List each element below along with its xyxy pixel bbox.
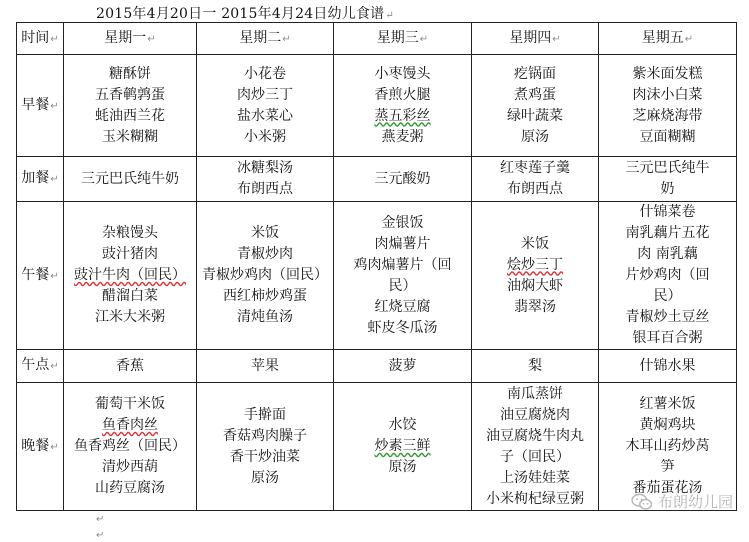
dish-item: 菠萝 bbox=[388, 357, 417, 374]
meal-label-cell bbox=[17, 202, 64, 350]
paragraph-mark-icon: ↵ bbox=[50, 33, 59, 45]
menu-cell-fri bbox=[599, 202, 737, 350]
dish-item: 青椒炒鸡肉（回民） bbox=[202, 267, 328, 283]
dish-item: 笋 bbox=[660, 459, 675, 475]
menu-cell-thu bbox=[472, 55, 599, 157]
dish-item: 金银饭 bbox=[381, 214, 424, 231]
dish-item: 上汤娃娃菜 bbox=[500, 469, 570, 486]
menu-title bbox=[96, 3, 394, 23]
day-label: 星期三 bbox=[376, 29, 419, 46]
dish-item: 油豆腐烧肉 bbox=[500, 406, 570, 423]
dish-item: 燕麦粥 bbox=[381, 128, 424, 145]
dish-item: 手擀面 bbox=[244, 406, 286, 423]
dish-item: 江米大米粥 bbox=[95, 309, 165, 325]
day-label: 星期二 bbox=[239, 29, 282, 46]
dish-item: 小花卷 bbox=[244, 65, 286, 82]
meal-row-snack bbox=[17, 157, 737, 202]
menu-cell-mon bbox=[64, 55, 197, 157]
paragraph-mark-icon: ↵ bbox=[96, 514, 105, 525]
dish-item: 紫米面发糕 bbox=[632, 65, 703, 82]
paragraph-mark-icon: ↵ bbox=[684, 33, 694, 45]
watermark bbox=[631, 491, 733, 512]
dish-item: 肉炒三丁 bbox=[237, 86, 293, 103]
dish-item: 清炒西葫 bbox=[102, 459, 158, 475]
meal-label-cell bbox=[17, 383, 64, 511]
meal-label-cell bbox=[17, 157, 64, 202]
menu-cell-wed bbox=[334, 157, 472, 202]
dish-item: 鱼香肉丝 bbox=[102, 417, 158, 433]
menu-cell-thu bbox=[472, 383, 599, 511]
dish-item: 煮鸡蛋 bbox=[514, 86, 556, 103]
wechat-icon bbox=[631, 493, 653, 511]
dish-item: 翡翠汤 bbox=[514, 298, 556, 315]
paragraph-mark-icon: ↵ bbox=[50, 174, 59, 185]
dish-item: 绿叶蔬菜 bbox=[507, 107, 563, 124]
menu-cell-mon bbox=[64, 157, 197, 202]
dish-item: 葡萄干米饭 bbox=[95, 396, 165, 412]
menu-cell-tue bbox=[197, 202, 334, 350]
dish-item: 蒸五彩丝 bbox=[374, 107, 431, 124]
menu-cell-mon bbox=[64, 350, 197, 383]
dish-item: 山药豆腐汤 bbox=[95, 480, 165, 496]
meal-label: 加餐 bbox=[21, 170, 50, 186]
dish-item: 小米粥 bbox=[244, 128, 286, 145]
meal-label: 早餐 bbox=[21, 96, 50, 113]
menu-cell-fri bbox=[599, 157, 737, 202]
paragraph-mark-icon: ↵ bbox=[419, 33, 429, 45]
menu-title-text: 2015年4月20日一 2015年4月24日幼儿食谱 bbox=[96, 6, 385, 22]
dish-item: 青椒炒肉 bbox=[237, 246, 293, 262]
dish-item: 什锦菜卷 bbox=[639, 204, 696, 220]
day-header-wed bbox=[334, 23, 472, 55]
menu-cell-wed bbox=[334, 55, 472, 157]
dish-item: 鱼香鸡丝（回民） bbox=[74, 438, 186, 454]
paragraph-mark-icon: ↵ bbox=[385, 10, 394, 21]
paragraph-mark-icon: ↵ bbox=[282, 33, 291, 45]
dish-item: 肉沫小白菜 bbox=[632, 86, 703, 103]
paragraph-mark-icon: ↵ bbox=[50, 441, 59, 453]
menu-cell-wed bbox=[334, 350, 472, 383]
dish-item: 木耳山药炒莴 bbox=[625, 438, 710, 454]
dish-item: 虾皮冬瓜汤 bbox=[367, 319, 438, 336]
dish-item: 三元巴氏纯牛奶 bbox=[81, 170, 179, 187]
dish-item: 糖酥饼 bbox=[109, 65, 151, 82]
dish-item: 油焖大虾 bbox=[507, 277, 563, 294]
dish-item: 三元酸奶 bbox=[374, 170, 431, 187]
dish-item: 苹果 bbox=[251, 357, 279, 374]
dish-item: 黄焖鸡块 bbox=[639, 417, 696, 433]
menu-cell-tue bbox=[197, 350, 334, 383]
menu-cell-fri bbox=[599, 350, 737, 383]
paragraph-mark-icon: ↵ bbox=[50, 100, 59, 112]
dish-item: 原汤 bbox=[388, 459, 417, 475]
meal-label: 午点 bbox=[21, 357, 50, 373]
watermark-text: 布朗幼儿园 bbox=[657, 493, 733, 511]
dish-item: 油豆腐烧牛肉丸 bbox=[486, 427, 584, 444]
meal-label: 午餐 bbox=[21, 266, 50, 283]
dish-item: 肉 南乳藕 bbox=[637, 246, 698, 262]
dish-item: 炒素三鲜 bbox=[374, 438, 431, 454]
dish-item: 民） bbox=[653, 288, 682, 304]
day-header-fri bbox=[599, 23, 737, 55]
menu-cell-tue bbox=[197, 157, 334, 202]
dish-item: 布朗西点 bbox=[507, 181, 563, 197]
dish-item: 疙锅面 bbox=[514, 65, 556, 82]
menu-cell-mon bbox=[64, 202, 197, 350]
dish-item: 番茄蛋花汤 bbox=[632, 480, 703, 496]
paragraph-mark-icon: ↵ bbox=[96, 530, 105, 541]
corner-label: 时间 bbox=[21, 29, 50, 46]
day-label: 星期一 bbox=[104, 29, 147, 46]
dish-item: 梨 bbox=[528, 357, 542, 374]
dish-item: 红薯米饭 bbox=[639, 396, 696, 412]
dish-item: 原汤 bbox=[251, 469, 279, 486]
dish-item: 芝麻烧海带 bbox=[632, 107, 703, 124]
dish-item: 西红柿炒鸡蛋 bbox=[223, 288, 307, 304]
menu-cell-thu bbox=[472, 350, 599, 383]
dish-item: 鸡肉煸薯片（回 bbox=[353, 256, 452, 273]
paragraph-mark-icon: ↵ bbox=[147, 33, 156, 45]
dish-item: 子（回民） bbox=[500, 448, 570, 465]
menu-cell-mon bbox=[64, 383, 197, 511]
dish-item: 清炖鱼汤 bbox=[237, 309, 293, 325]
dish-item: 三元巴氏纯牛 bbox=[625, 160, 710, 176]
day-label: 星期四 bbox=[509, 29, 552, 46]
dish-item: 肉煸薯片 bbox=[374, 235, 431, 252]
day-header-tue bbox=[197, 23, 334, 55]
dish-item: 烩炒三丁 bbox=[507, 256, 563, 273]
dish-item: 南乳藕片五花 bbox=[625, 225, 710, 241]
dish-item: 小米枸杞绿豆粥 bbox=[486, 490, 584, 507]
menu-cell-wed bbox=[334, 383, 472, 511]
dish-item: 香蕉 bbox=[116, 357, 144, 374]
meal-row-breakfast bbox=[17, 55, 737, 157]
menu-cell-wed bbox=[334, 202, 472, 350]
dish-item: 醋溜白菜 bbox=[102, 288, 158, 304]
dish-item: 冰糖梨汤 bbox=[237, 160, 293, 176]
dish-item: 米饭 bbox=[521, 235, 549, 252]
dish-item: 豆面糊糊 bbox=[639, 128, 696, 145]
menu-cell-fri bbox=[599, 55, 737, 157]
dish-item: 什锦水果 bbox=[639, 357, 696, 374]
dish-item: 银耳百合粥 bbox=[632, 330, 703, 346]
dish-item: 小枣馒头 bbox=[374, 65, 431, 82]
weekly-menu-table bbox=[16, 22, 737, 511]
menu-cell-tue bbox=[197, 383, 334, 511]
meal-row-dinner bbox=[17, 383, 737, 511]
dish-item: 红烧豆腐 bbox=[374, 298, 431, 315]
dish-item: 米饭 bbox=[251, 225, 279, 241]
dish-item: 奶 bbox=[660, 181, 675, 197]
day-header-thu bbox=[472, 23, 599, 55]
dish-item: 蚝油西兰花 bbox=[95, 107, 165, 124]
dish-item: 五香鹌鹑蛋 bbox=[95, 86, 165, 103]
dish-item: 片炒鸡肉（回 bbox=[625, 267, 710, 283]
dish-item: 香煎火腿 bbox=[374, 86, 431, 103]
menu-cell-tue bbox=[197, 55, 334, 157]
header-row bbox=[17, 23, 737, 55]
day-label: 星期五 bbox=[641, 29, 684, 46]
dish-item: 布朗西点 bbox=[237, 181, 293, 197]
dish-item: 水饺 bbox=[388, 417, 417, 433]
dish-item: 玉米糊糊 bbox=[102, 128, 158, 145]
dish-item: 杂粮馒头 bbox=[102, 225, 158, 241]
dish-item: 豉汁猪肉 bbox=[102, 246, 158, 262]
menu-cell-thu bbox=[472, 202, 599, 350]
dish-item: 青椒炒土豆丝 bbox=[625, 309, 710, 325]
dish-item: 香菇鸡肉臊子 bbox=[223, 427, 307, 444]
dish-item: 民） bbox=[388, 277, 417, 294]
paragraph-mark-icon: ↵ bbox=[50, 361, 59, 372]
meal-label: 晚餐 bbox=[21, 437, 50, 454]
dish-item: 香干炒油菜 bbox=[230, 448, 300, 465]
paragraph-mark-icon: ↵ bbox=[50, 270, 59, 282]
dish-item: 南瓜蒸饼 bbox=[507, 385, 563, 402]
meal-label-cell bbox=[17, 350, 64, 383]
header-corner-cell bbox=[17, 23, 64, 55]
menu-cell-thu bbox=[472, 157, 599, 202]
meal-label-cell bbox=[17, 55, 64, 157]
dish-item: 原汤 bbox=[521, 128, 549, 145]
day-header-mon bbox=[64, 23, 197, 55]
dish-item: 豉汁牛肉（回民） bbox=[74, 267, 186, 283]
dish-item: 红枣莲子羹 bbox=[500, 160, 570, 176]
meal-row-lunch bbox=[17, 202, 737, 350]
dish-item: 盐水菜心 bbox=[237, 107, 293, 124]
meal-row-afternoon-snack bbox=[17, 350, 737, 383]
paragraph-mark-icon: ↵ bbox=[552, 33, 561, 45]
